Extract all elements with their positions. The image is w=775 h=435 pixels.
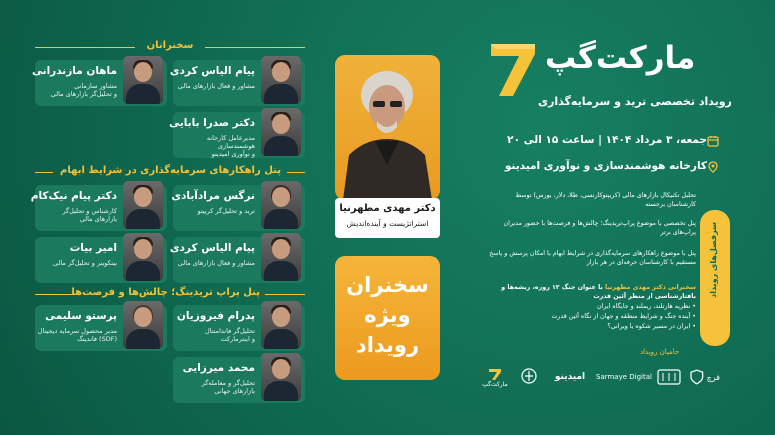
speaker-photo <box>261 301 301 349</box>
speaker-role: مدیرعامل کارخانه هوشمندسازی و نوآوری امیدینو <box>206 134 255 158</box>
speaker-card <box>169 60 305 106</box>
speaker-photo <box>123 233 163 281</box>
speaker-role: تحلیل‌گر و معامله‌گر بازارهای جهانی <box>201 379 255 395</box>
agenda-item: تحلیل تکنیکال بازارهای مالی (کریپتوکارنسی، طلا، دلار، بورس) توسط کارشناسان برجسته <box>515 192 696 208</box>
speaker-card <box>173 185 305 231</box>
event-date: جمعه، ۳ مرداد ۱۴۰۴ | ساعت ۱۵ الی ۲۰ <box>507 134 707 146</box>
calendar-icon <box>707 135 719 147</box>
featured-special-box <box>335 256 440 380</box>
sponsor-logo: مارکت‌گپ <box>478 365 512 389</box>
speaker-role: بیتکوینر و تحلیل‌گر مالی <box>53 259 117 267</box>
event-location: کارخانه هوشمندسازی و نوآوری امیدینو <box>504 160 707 172</box>
sponsor-logo: امیدینو <box>554 372 586 382</box>
speaker-role: مشاور سازمانی و تحلیل‌گر بازارهای مالی <box>50 82 117 98</box>
featured-special-line: رویداد <box>355 333 420 357</box>
speaker-card <box>32 60 167 106</box>
section-divider <box>287 172 305 173</box>
featured-name: دکتر مهدی مطهرنیا <box>339 203 436 214</box>
agenda-subitem: • نظریه هارتلند، ریملند و جایگاه ایران <box>597 303 696 310</box>
speaker-photo <box>123 181 163 229</box>
agenda-label: سرفصل‌های رویداد <box>709 222 718 298</box>
speaker-photo <box>261 181 301 229</box>
agenda-subitem: • آینده جنگ و شرایط منطقه و جهان از نگاه آئین قدرت <box>551 313 696 320</box>
speaker-name: دکتر پیام نیک‌کام <box>30 190 117 202</box>
speakers-title: سخنرانان <box>146 40 194 51</box>
seven-logo-icon <box>487 40 539 100</box>
speaker-name: پرستو سلیمی <box>45 310 117 322</box>
speaker-card <box>173 357 305 403</box>
speaker-card <box>35 305 167 351</box>
speaker-photo <box>261 56 301 104</box>
sponsor-logo <box>515 365 543 389</box>
agenda-highlight: سخنرانی دکتر مهدی مطهرنیا <box>605 284 696 291</box>
agenda-item <box>488 284 696 301</box>
agenda-item-rest: با عنوان جنگ ۱۲ روزه، ریشه‌ها و بافتارشناسی از منظر آئین قدرت <box>501 284 696 300</box>
speaker-role: مدیر محصول سرمایه دیجیتال (SDF) فاندینگ <box>37 327 117 343</box>
sponsor-shield-icon <box>690 369 704 385</box>
speaker-name: امیر بیات <box>69 242 117 254</box>
event-subtitle: رویداد تخصصی ترید و سرمایه‌گذاری <box>538 95 732 108</box>
section-divider <box>35 172 53 173</box>
speaker-name: محمد میرزایی <box>182 362 255 374</box>
featured-photo <box>335 55 440 200</box>
sponsors-label: حامیان رویداد <box>640 348 680 356</box>
panel-prop-title: پنل پراپ تریدینگ؛ چالش‌ها و فرصت‌ها <box>71 287 260 298</box>
featured-special-line: سخنران <box>346 273 429 297</box>
sponsor-mark-icon <box>657 369 681 385</box>
market-gap-logo-icon <box>487 367 503 381</box>
speaker-card <box>35 237 167 283</box>
speaker-role: کارشناس و تحلیل‌گر بازارهای مالی <box>62 207 117 223</box>
featured-special-line: ویژه <box>364 303 411 327</box>
speaker-name: ماهان مازندرانی <box>32 65 117 77</box>
panel-strategies-title: پنل راهکارهای سرمایه‌گذاری در شرایط ابهام <box>60 165 281 176</box>
featured-name-box <box>335 198 440 238</box>
sponsor-logo: Sarmaye Digital <box>596 373 652 381</box>
speaker-name: پیام الیاس کردی <box>169 65 255 77</box>
speaker-name: نرگس مرادآبادی <box>171 190 255 202</box>
speaker-photo <box>261 353 301 401</box>
speaker-photo <box>123 56 163 104</box>
featured-role: استراتژیست و آینده‌اندیش <box>346 219 429 228</box>
section-divider <box>205 47 305 48</box>
speaker-name: پیام الیاس کردی <box>169 242 255 254</box>
agenda-subitem: • ایران در مسیر شکوه یا ویرانی؟ <box>607 323 696 330</box>
speaker-card <box>173 305 305 351</box>
speaker-card <box>30 185 167 231</box>
speaker-role: ترید و تحلیل‌گر کریپتو <box>197 207 255 215</box>
speaker-role: تحلیل‌گر فاندامنتال و اینترمارکت <box>204 327 255 343</box>
agenda-item: پنل تخصصی با موضوع پراپ‌تریدینگ؛ چالش‌ها و فرصت‌ها با حضور مدیران پراپ‌های برتر <box>503 220 696 236</box>
speaker-role: مشاور و فعال بازارهای مالی <box>177 259 255 267</box>
section-divider <box>35 47 135 48</box>
sponsor-logo: فرچ <box>690 365 720 389</box>
speaker-name: دکتر صدرا بابایی <box>169 117 255 129</box>
speaker-photo <box>261 108 301 156</box>
speaker-card <box>169 112 305 158</box>
speaker-card <box>169 237 305 283</box>
sponsor-logo <box>655 365 683 389</box>
speaker-photo <box>123 301 163 349</box>
section-divider <box>35 294 75 295</box>
brand-name: مارکت‌گپ <box>545 40 696 76</box>
speaker-photo <box>261 233 301 281</box>
location-pin-icon <box>707 161 719 173</box>
speaker-role: مشاور و فعال بازارهای مالی <box>177 82 255 90</box>
agenda-item: پنل با موضوع راهکارهای سرمایه‌گذاری در شرایط ابهام با امکان پرسش و پاسخ مستقیم با کارشناسان حرفه‌ای در هر بازار <box>489 250 696 266</box>
agenda-label-tab <box>700 210 730 346</box>
speaker-name: پدرام فیروزیان <box>176 310 255 322</box>
featured-person-illustration <box>335 55 440 200</box>
section-divider <box>265 294 305 295</box>
emblem-icon <box>520 367 538 387</box>
